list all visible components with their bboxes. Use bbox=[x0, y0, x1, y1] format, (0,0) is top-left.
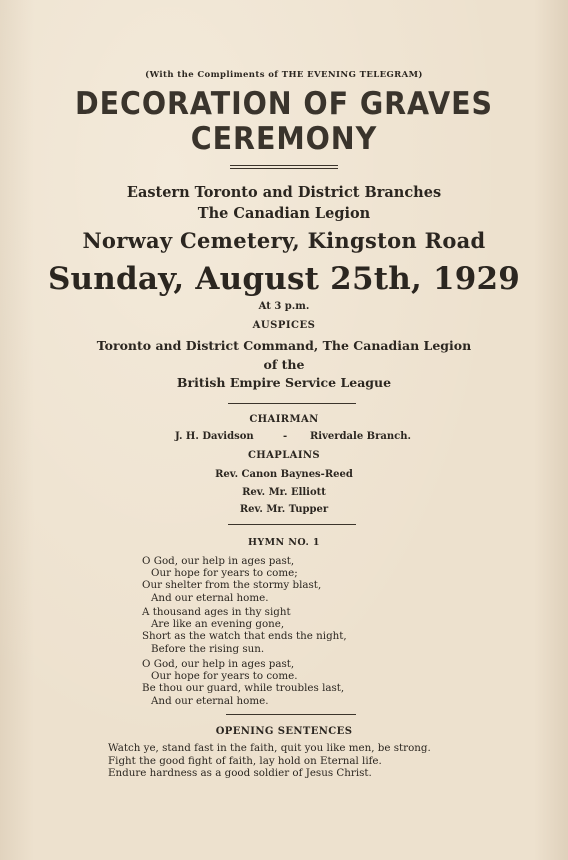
chairman-heading: CHAIRMAN bbox=[249, 414, 319, 425]
event-location: Norway Cemetery, Kingston Road bbox=[82, 228, 486, 253]
auspices-line3: British Empire Service League bbox=[176, 375, 392, 390]
event-date: Sunday, August 25th, 1929 bbox=[47, 261, 521, 297]
opening-line: Fight the good fight of faith, lay hold on Eternal life. bbox=[108, 754, 382, 767]
hymn-line: O God, our help in ages past, bbox=[142, 658, 295, 670]
opening-sentences bbox=[108, 742, 431, 780]
divider bbox=[228, 403, 356, 404]
chaplain-name: Rev. Canon Baynes-Reed bbox=[215, 469, 353, 480]
auspices-line1: Toronto and District Command, The Canadian Legion bbox=[96, 338, 472, 353]
page-title-line1: DECORATION OF GRAVES bbox=[75, 86, 493, 122]
hymn-stanza bbox=[142, 606, 347, 655]
hymn-stanza bbox=[142, 658, 344, 707]
hymn-line: Are like an evening gone, bbox=[151, 618, 285, 631]
auspices-line2: of the bbox=[263, 356, 305, 372]
hymn-line: A thousand ages in thy sight bbox=[142, 606, 291, 618]
branches-block bbox=[0, 182, 568, 224]
opening-line: Endure hardness as a good soldier of Jesus Christ. bbox=[108, 767, 372, 779]
hymn-line: And our eternal home. bbox=[151, 694, 269, 707]
hymn-line: Short as the watch that ends the night, bbox=[142, 630, 347, 643]
hymn-line: Our hope for years to come; bbox=[151, 567, 298, 580]
branches-line2: The Canadian Legion bbox=[197, 205, 371, 222]
chaplains-list bbox=[0, 466, 568, 519]
event-time: At 3 p.m. bbox=[258, 301, 310, 312]
hymn-line: Be thou our guard, while troubles last, bbox=[142, 682, 345, 695]
auspices-block bbox=[0, 337, 568, 393]
hymn-line: And our eternal home. bbox=[151, 591, 269, 604]
chaplains-heading: CHAPLAINS bbox=[247, 450, 321, 461]
opening-heading: OPENING SENTENCES bbox=[215, 726, 353, 737]
chaplain-name: Rev. Mr. Tupper bbox=[239, 504, 329, 515]
auspices-heading: AUSPICES bbox=[252, 320, 316, 331]
chairman-name: J. H. Davidson bbox=[175, 431, 254, 442]
hymn-line: Our hope for years to come. bbox=[151, 670, 298, 683]
divider bbox=[226, 714, 356, 715]
divider bbox=[228, 524, 356, 525]
opening-line: Watch ye, stand fast in the faith, quit you like men, be strong. bbox=[108, 742, 431, 754]
divider bbox=[230, 165, 338, 166]
chairman-branch: Riverdale Branch. bbox=[310, 431, 411, 442]
chaplain-name: Rev. Mr. Elliott bbox=[242, 486, 326, 498]
compliments-line: (With the Compliments of THE EVENING TELEGRAM) bbox=[145, 70, 423, 80]
branches-line1: Eastern Toronto and District Branches bbox=[126, 184, 442, 201]
hymn-line: Before the rising sun. bbox=[151, 642, 265, 655]
hymn-stanza bbox=[142, 555, 321, 604]
page-title-line2: CEREMONY bbox=[190, 121, 378, 157]
hymn-line: O God, our help in ages past, bbox=[142, 555, 295, 567]
hymn-heading: HYMN NO. 1 bbox=[248, 537, 320, 548]
chairman-dash: - bbox=[283, 431, 288, 442]
hymn-line: Our shelter from the stormy blast, bbox=[142, 579, 322, 592]
